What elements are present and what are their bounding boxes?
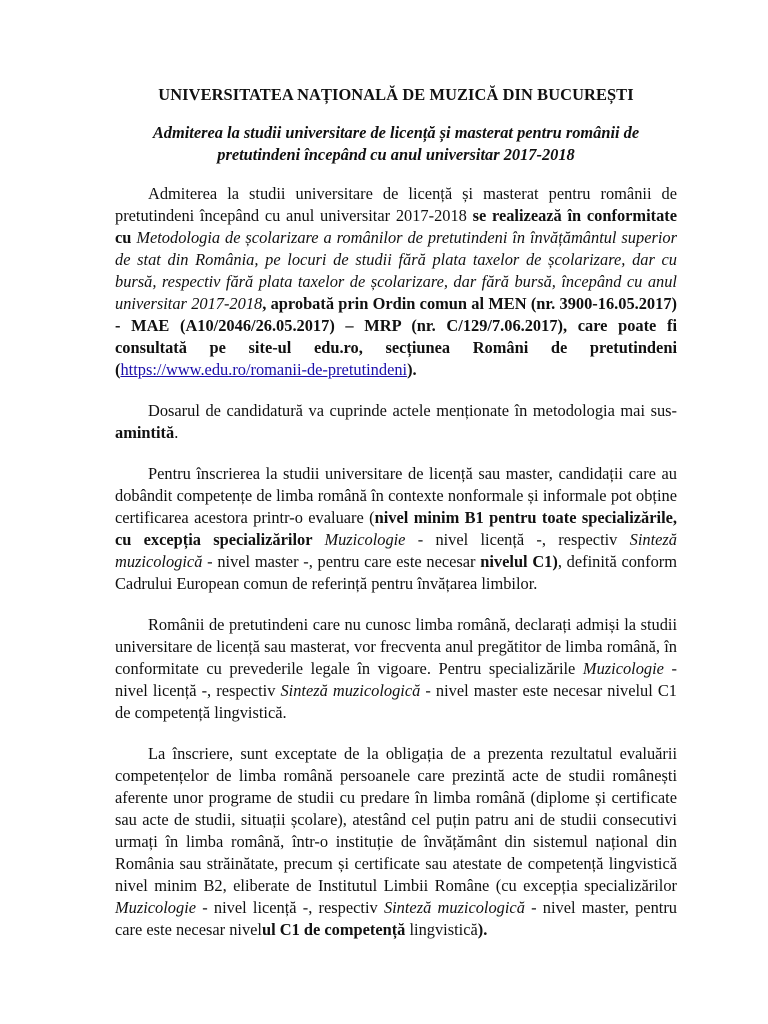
p2-text: Dosarul de candidatură va cuprinde actele menționate în metodologia mai sus-	[148, 401, 677, 420]
paragraph-language-certification	[115, 463, 677, 595]
p5-part3: - nivel master, pentru care este necesar nivel	[115, 898, 677, 939]
document-page	[115, 84, 677, 960]
p3-part5: , definită conform Cadrului European comun de referință pentru învățarea limbilor.	[115, 552, 677, 593]
p2-end: .	[174, 423, 179, 442]
paragraph-admission-legal-basis	[115, 183, 677, 381]
p1-approval-order: , aprobată prin Ordin comun al MEN (nr. 3900-16.05.2017) - MAE (A10/2046/26.05.2017) – MRP (nr. C/129/7.06.2017), care poate fi consultată pe site-ul edu.ro, secțiunea Români de pretutindeni (	[115, 294, 677, 379]
p5-close: ).	[477, 920, 488, 939]
p4-muzicologie: Muzicologie	[582, 659, 664, 678]
p5-muzicologie: Muzicologie	[115, 898, 197, 917]
paragraph-exemptions	[115, 743, 677, 941]
paragraph-application-file	[115, 400, 677, 444]
p2-bold: amintită	[115, 423, 175, 442]
p3-part1: Pentru înscrierea la studii universitare de licență sau master, candidații care au dobândit competențe de limba română în contexte nonformale și informale pot obține certificarea acestora printr-o evaluare (	[115, 464, 677, 527]
paragraph-preparatory-year	[115, 614, 677, 724]
p4-part2: - nivel licență -, respectiv	[115, 659, 677, 700]
p4-sinteza: Sinteză muzicologică	[280, 681, 421, 700]
p5-sinteza: Sinteză muzicologică	[383, 898, 525, 917]
p5-bold-end: ul C1 de competență	[261, 920, 406, 939]
document-subtitle: Admiterea la studii universitare de licență și masterat pentru românii de pretutindeni începând cu anul universitar 2017-2018	[152, 123, 640, 164]
p4-part3: - nivel master este necesar nivelul C1 de competență lingvistică.	[115, 681, 677, 722]
p3-nivel-c1: nivelul C1)	[480, 552, 558, 571]
p1-methodology-title: Metodologia de școlarizare a românilor de pretutindeni în învățământul superior de stat din România, pe locuri de studii fără plata taxelor de școlarizare, dar cu bursă, respectiv fără plata taxelor de școlarizare, dar fără bursă, începând cu anul universitar 2017-2018	[115, 228, 677, 313]
p3-part4: - nivel master -, pentru care este necesar	[202, 552, 481, 571]
p3-part3: - nivel licență -, respectiv	[405, 530, 630, 549]
p1-realizeaza: se realizează în conformitate cu	[115, 206, 678, 247]
p4-part1: Românii de pretutindeni care nu cunosc limba română, declarați admiși la studii universitare de licență sau masterat, vor frecventa anul pregătitor de limba română, în conformitate cu prevederile legale în vigoare. Pentru specializările	[115, 615, 677, 678]
p5-part4: lingvistică	[405, 920, 478, 939]
p3-sinteza: Sinteză muzicologică	[115, 530, 677, 571]
p5-part2: - nivel licență -, respectiv	[196, 898, 384, 917]
p3-part2: pentru toate specializările, cu excepția specializărilor	[115, 508, 677, 549]
university-title: UNIVERSITATEA NAȚIONALĂ DE MUZICĂ DIN BUCUREȘTI	[158, 85, 634, 104]
p1-close: ).	[407, 360, 417, 379]
p5-part1: La înscriere, sunt exceptate de la obligația de a prezenta rezultatul evaluării competențelor de limba română persoanele care prezintă acte de studii românești aferente unor programe de studii cu predare în limba română (diplome și certificate sau acte de studii, situații școlare), atestând cel puțin patru ani de studii consecutivi urmați în limba română, într-o instituție de învățământ din sistemul național din România sau străinătate, precum și certificate sau atestate de competență lingvistică nivel minim B2, eliberate de Institutul Limbii Române (cu excepția specializărilor	[115, 744, 677, 895]
p3-nivel-b1: nivel minim B1	[374, 508, 484, 527]
p1-intro: Admiterea la studii universitare de licență și masterat pentru românii de pretutindeni începând cu anul universitar 2017-2018	[115, 184, 677, 225]
edu-ro-link[interactable]: https://www.edu.ro/romanii-de-pretutindeni	[120, 360, 408, 379]
p3-muzicologie: Muzicologie	[324, 530, 406, 549]
